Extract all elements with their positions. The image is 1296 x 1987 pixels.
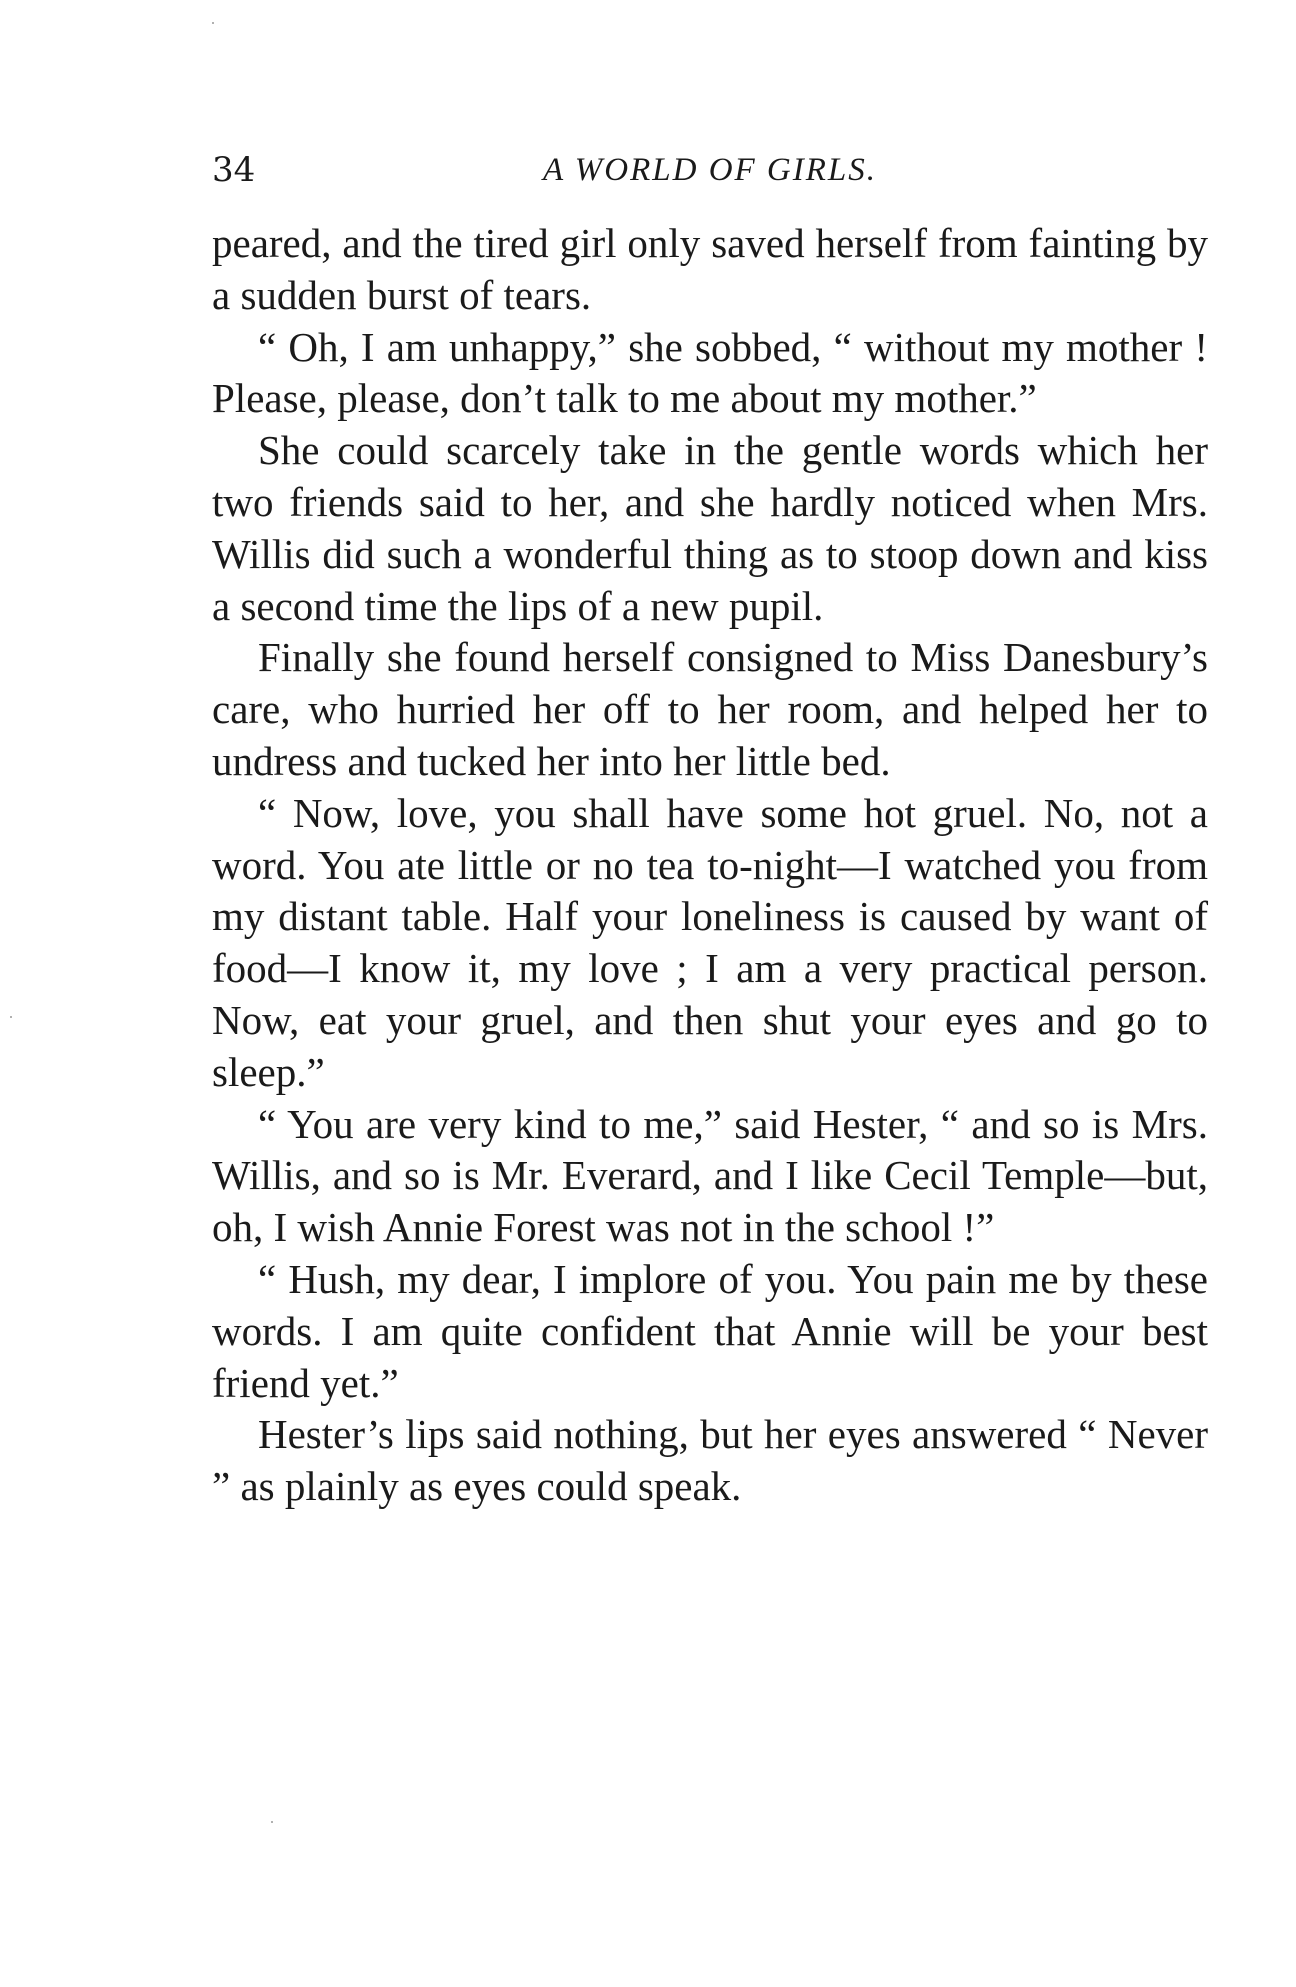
- paragraph: Hester’s lips said nothing, but her eyes answered “ Never ” as plainly as eyes could speak.: [212, 1411, 1208, 1510]
- paper-speck: [10, 1016, 12, 1018]
- paragraph: “ Hush, my dear, I implore of you. You pain me by these words. I am quite confident that Annie will be your best friend yet.”: [212, 1255, 1208, 1406]
- paragraph: She could scarcely take in the gentle words which her two friends said to her, and she hardly noticed when Mrs. Willis did such a wonderful thing as to stoop down and kiss a second time the lips of a new pupil.: [212, 427, 1208, 629]
- page-number: 34: [212, 150, 256, 190]
- body-text: [212, 218, 1208, 1513]
- running-title: A WORLD OF GIRLS.: [542, 152, 878, 188]
- paper-speck: [271, 1821, 273, 1823]
- paragraph: “ Now, love, you shall have some hot gruel. No, not a word. You ate little or no tea to-night—I watched you from my distant table. Half your loneliness is caused by want of food—I know it, my love ; I am a very practical person. Now, eat your gruel, and then shut your eyes and go to sleep.”: [212, 789, 1208, 1095]
- page-header: [212, 145, 1208, 195]
- paragraph: peared, and the tired girl only saved herself from fainting by a sudden burst of tears.: [212, 220, 1208, 318]
- paper-speck: [212, 22, 214, 24]
- paragraph: Finally she found herself consigned to Miss Danesbury’s care, who hurried her off to her room, and helped her to undress and tucked her into her little bed.: [212, 634, 1208, 784]
- paragraph: “ You are very kind to me,” said Hester, “ and so is Mrs. Willis, and so is Mr. Everard, and I like Cecil Temple—but, oh, I wish Annie Forest was not in the school !”: [212, 1100, 1208, 1251]
- paragraph: “ Oh, I am unhappy,” she sobbed, “ without my mother ! Please, please, don’t talk to me about my mother.”: [212, 323, 1208, 422]
